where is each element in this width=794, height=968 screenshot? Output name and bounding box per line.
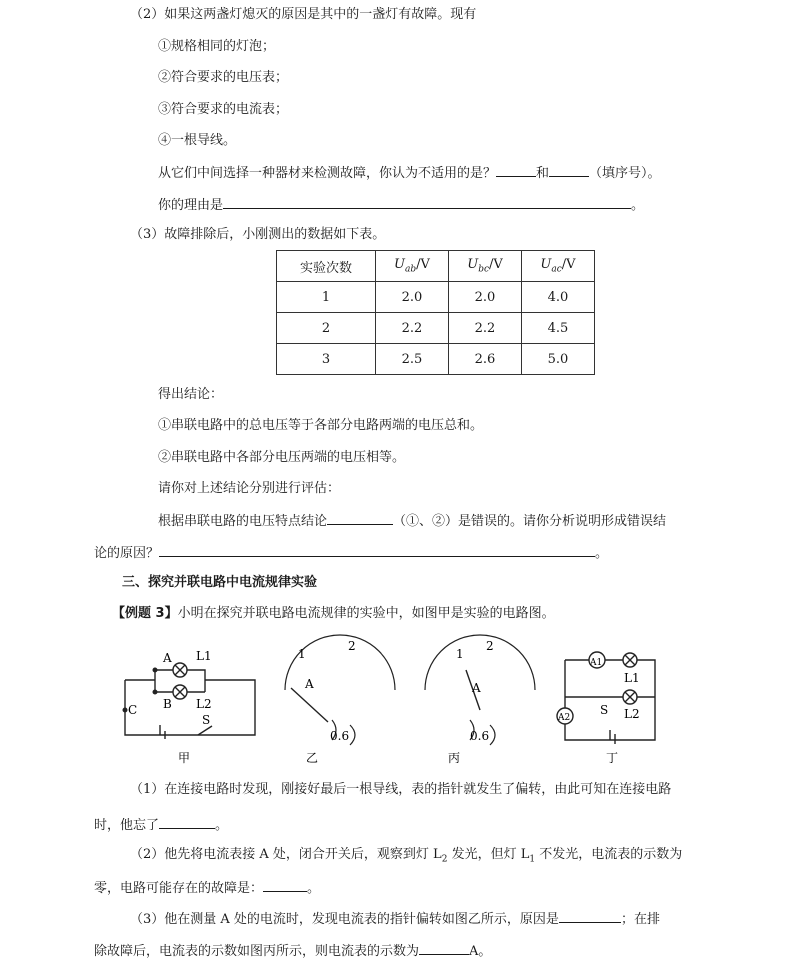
- judge-text-c: 论的原因？: [94, 546, 160, 561]
- scale-b-1: 1: [298, 647, 306, 661]
- table-cell: 2.2: [376, 313, 449, 344]
- voltage-data-table: [276, 250, 595, 375]
- answer-blank-1[interactable]: [496, 162, 536, 177]
- q2-line-b: [94, 877, 320, 899]
- q2-blank[interactable]: [263, 877, 307, 892]
- equipment-item-2: ②符合要求的电压表；: [158, 70, 289, 85]
- q3-text-d: A。: [469, 944, 492, 959]
- reason-line: [158, 194, 644, 216]
- equipment-item-4: ④一根导线。: [158, 133, 237, 148]
- q1-line-a: （1）在连接电路时发现，刚接好最后一根导线，表的指针就发生了偏转，由此可知在连接电路: [130, 782, 672, 797]
- reason-label: 你的理由是: [158, 198, 224, 213]
- table-cell: 5.0: [522, 344, 595, 375]
- judge-text-b: （①、②）是错误的。请你分析说明形成错误结: [393, 514, 667, 529]
- label-c: C: [128, 703, 138, 717]
- q3-line-a: [130, 908, 660, 930]
- q2-text-b: 发光，但灯 L: [447, 847, 530, 862]
- reason-blank[interactable]: [223, 194, 631, 209]
- label-l2-d: L2: [624, 707, 640, 721]
- terminal-c: 0.6: [470, 729, 490, 743]
- q1-text-b: 时，他忘了: [94, 818, 160, 833]
- judge-reason-line: [94, 542, 608, 564]
- scale-c-2: 2: [486, 639, 494, 653]
- table-cell: 2: [277, 313, 376, 344]
- table-cell: 4.5: [522, 313, 595, 344]
- conclusion-label: 得出结论：: [158, 387, 224, 402]
- q3-line-b: [94, 940, 491, 962]
- table-header-row: [277, 251, 595, 282]
- conclusion-2: ②串联电路中各部分电压两端的电压相等。: [158, 450, 406, 465]
- table-header: $U_{ac}/V$: [522, 251, 595, 282]
- equipment-item-1: ①规格相同的灯泡；: [158, 39, 276, 54]
- example-tag: 【例题 3】: [112, 606, 178, 621]
- q2-text-c: 不发光，电流表的示数为: [535, 847, 683, 862]
- table-cell: 4.0: [522, 282, 595, 313]
- label-a1: A1: [590, 658, 603, 668]
- answer-blank-2[interactable]: [549, 162, 589, 177]
- q1-blank[interactable]: [159, 814, 215, 829]
- terminal-b: 0.6: [330, 729, 350, 743]
- table-cell: 2.6: [449, 344, 522, 375]
- q3-text-c: 除故障后，电流表的示数如图丙所示，则电流表的示数为: [94, 944, 420, 959]
- judge-end: 。: [595, 546, 609, 561]
- caption-yi: 乙: [306, 751, 319, 765]
- conclusion-1: ①串联电路中的总电压等于各部分电路两端的电压总和。: [158, 418, 484, 433]
- label-a2: A2: [558, 713, 571, 723]
- table-cell: 2.0: [449, 282, 522, 313]
- q1-end: 。: [215, 818, 229, 833]
- q3-blank-1[interactable]: [559, 908, 621, 923]
- label-s-d: S: [600, 703, 609, 717]
- table-cell: 2.5: [376, 344, 449, 375]
- table-header: 实验次数: [277, 251, 376, 282]
- circuit-diagram-d: [557, 652, 655, 744]
- label-l1-d: L1: [624, 671, 640, 685]
- table-header: $U_{bc}/V$: [449, 251, 522, 282]
- circuit-diagram-a: [123, 663, 255, 739]
- judge-text-a: 根据串联电路的电压特点结论: [158, 514, 328, 529]
- label-l2: L2: [196, 697, 212, 711]
- table-header: $U_{ab}/V$: [376, 251, 449, 282]
- table-cell: 2.2: [449, 313, 522, 344]
- q2-sub-2: 2: [441, 854, 448, 865]
- label-b: B: [163, 697, 172, 711]
- scale-c-1: 1: [456, 647, 464, 661]
- table-row: [277, 344, 595, 375]
- caption-bing: 丙: [448, 751, 461, 765]
- question-and: 和: [536, 166, 550, 181]
- judge-line: [158, 510, 666, 532]
- table-row: [277, 313, 595, 344]
- question-unsuitable-text: 从它们中间选择一种器材来检测故障，你认为不适用的是？: [158, 166, 497, 181]
- q2-text-d: 零，电路可能存在的故障是：: [94, 881, 264, 896]
- q2-end: 。: [307, 881, 321, 896]
- q2-line-a: [130, 845, 682, 870]
- q2-sub-1: 1: [529, 854, 536, 865]
- caption-jia: 甲: [178, 751, 191, 765]
- q3-text-a: （3）他在测量 A 处的电流时，发现电流表的指针偏转如图乙所示，原因是: [130, 912, 559, 927]
- label-l1: L1: [196, 649, 212, 663]
- evaluate-prompt: 请你对上述结论分别进行评估：: [158, 481, 341, 496]
- unit-c: A: [472, 681, 481, 695]
- example-text: 小明在探究并联电路电流规律的实验中，如图甲是实验的电路图。: [177, 606, 555, 621]
- table-cell: 3: [277, 344, 376, 375]
- caption-ding: 丁: [606, 751, 619, 765]
- part3-intro: （3）故障排除后，小刚测出的数据如下表。: [130, 227, 386, 242]
- example-line: [112, 604, 555, 624]
- question-fill-hint: （填序号）。: [589, 166, 661, 181]
- table-cell: 2.0: [376, 282, 449, 313]
- part2-intro: （2）如果这两盏灯熄灭的原因是其中的一盏灯有故障。现有: [130, 7, 477, 22]
- section-title: 三、探究并联电路中电流规律实验: [122, 575, 318, 590]
- q3-text-b: ；在排: [620, 912, 660, 927]
- q1-line-b: [94, 814, 228, 836]
- label-s: S: [202, 713, 211, 727]
- circuit-figure: [110, 630, 690, 770]
- equipment-item-3: ③符合要求的电流表；: [158, 102, 289, 117]
- scale-b-2: 2: [348, 639, 356, 653]
- judge-blank[interactable]: [327, 510, 393, 525]
- q2-text-a: （2）他先将电流表接 A 处，闭合开关后，观察到灯 L: [130, 847, 442, 862]
- q3-blank-2[interactable]: [419, 940, 469, 955]
- label-a: A: [163, 651, 172, 665]
- reason-end: 。: [631, 198, 645, 213]
- table-row: [277, 282, 595, 313]
- unit-b: A: [305, 677, 314, 691]
- table-cell: 1: [277, 282, 376, 313]
- judge-reason-blank[interactable]: [159, 542, 595, 557]
- question-unsuitable: [158, 162, 661, 184]
